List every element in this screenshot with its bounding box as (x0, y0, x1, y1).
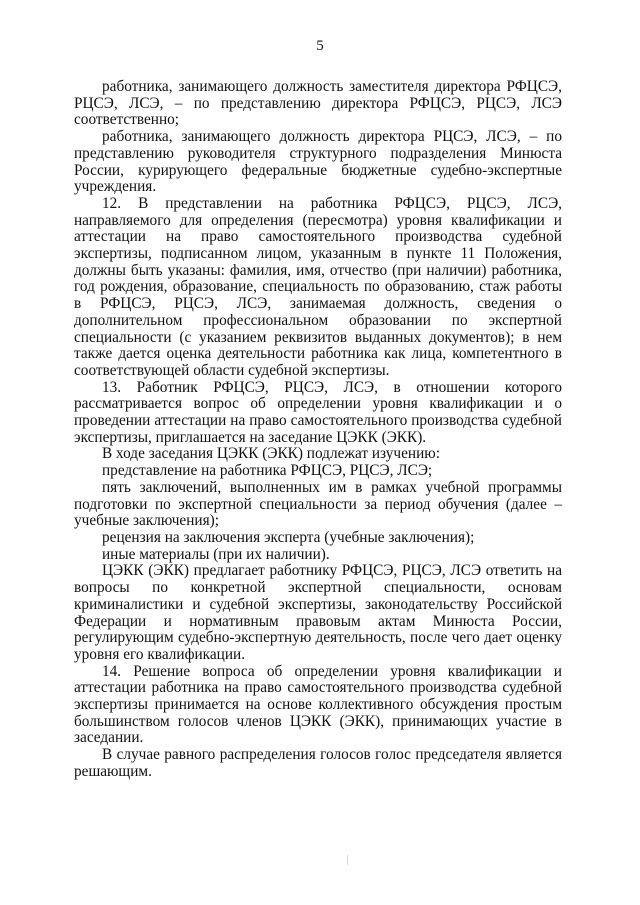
paragraph-item-13: 13. Работник РФЦСЭ, РЦСЭ, ЛСЭ, в отношении которого рассматривается вопрос об определении уровня квалификации и о проведении аттестации на право самостоятельного производства судебной экспертизы, приглашается на заседание ЦЭКК (ЭКК). (74, 378, 562, 446)
list-item-review: рецензия на заключения эксперта (учебные заключения); (102, 528, 475, 546)
paragraph-deputy-director: работника, занимающего должность заместителя директора РФЦСЭ, РЦСЭ, ЛСЭ, – по представлению директора РФЦСЭ, РЦСЭ, ЛСЭ соответственно; (74, 78, 562, 129)
paragraph-director: работника, занимающего должность директора РЦСЭ, ЛСЭ, – по представлению руководителя структурного подразделения Минюста России, курирующего федеральные бюджетные судебно-экспертные учреждения. (74, 128, 562, 196)
scan-mark (347, 855, 348, 865)
list-item-other-materials: иные материалы (при их наличии). (102, 545, 330, 563)
paragraph-meeting-review: В ходе заседания ЦЭКК (ЭКК) подлежат изучению: (102, 445, 440, 463)
paragraph-questions: ЦЭКК (ЭКК) предлагает работнику РФЦСЭ, РЦСЭ, ЛСЭ ответить на вопросы по конкретной экспертной специальности, основам криминалистики и судебной экспертизы, законодательству Российской Федерации и нормативным правовым актам Минюста России, регулирующим судебно-экспертную деятельность, после чего дает оценку уровня его квалификации. (74, 562, 562, 663)
paragraph-item-12: 12. В представлении на работника РФЦСЭ, РЦСЭ, ЛСЭ, направляемого для определения (пересмотра) уровня квалификации и аттестации на право самостоятельного производства судебной экспертизы, подписанном лицом, указанным в пункте 11 Положения, должны быть указаны: фамилия, имя, отчество (при наличии) работника, год рождения, образование, специальность по образованию, стаж работы в РФЦСЭ, РЦСЭ, ЛСЭ, занимаемая должность, сведения о дополнительном профессиональном образовании по экспертной специальности (с указанием реквизитов выданных документов); в нем также дается оценка деятельности работника как лица, компетентного в соответствующей области судебной экспертизы. (74, 194, 562, 379)
paragraph-item-14: 14. Решение вопроса об определении уровня квалификации и аттестации работника на право самостоятельного производства судебной экспертизы принимается на основе коллективного обсуждения простым большинством голосов членов ЦЭКК (ЭКК), принимающих участие в заседании. (74, 662, 562, 747)
document-body (74, 79, 562, 781)
paragraph-tie-vote: В случае равного распределения голосов голос председателя является решающим. (74, 746, 562, 780)
list-item-submission: представление на работника РФЦСЭ, РЦСЭ, ЛСЭ; (102, 462, 433, 480)
list-item-five-conclusions: пять заключений, выполненных им в рамках учебной программы подготовки по экспертной специальности за период обучения (далее – учебные заключения); (74, 478, 562, 530)
page-number: 5 (316, 38, 324, 54)
